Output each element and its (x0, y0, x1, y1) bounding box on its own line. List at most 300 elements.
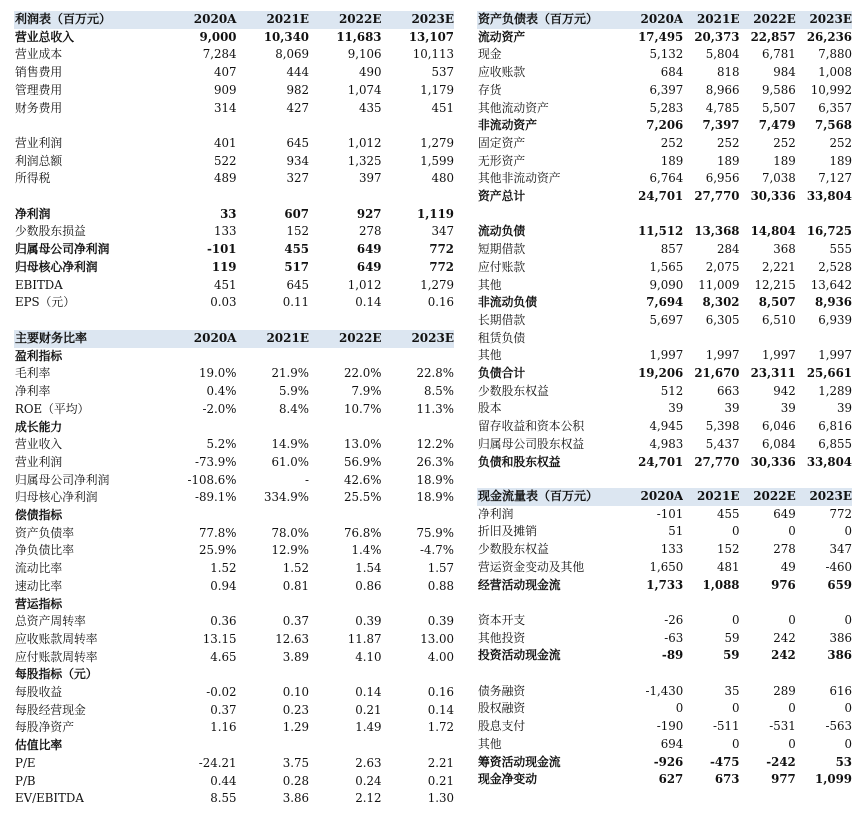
row-label: 每股净资产 (15, 720, 74, 735)
value-cell (627, 594, 683, 612)
value-cell: 0.11 (282, 295, 309, 310)
value-cell: 5,697 (649, 312, 684, 327)
value-cell: 0.37 (210, 702, 237, 717)
value-cell: -563 (825, 719, 852, 734)
row-label: 少数股东权益 (478, 383, 549, 398)
value-cell: 0.10 (282, 685, 309, 700)
value-cell: 537 (431, 65, 454, 80)
table-row (477, 330, 852, 348)
value-cell: 1.49 (355, 720, 382, 735)
value-cell (382, 507, 455, 525)
year-header: 2022E (740, 11, 796, 29)
value-cell: 512 (660, 383, 684, 398)
value-cell: 1,279 (420, 135, 454, 150)
value-cell: 451 (431, 100, 454, 115)
value-cell (309, 737, 382, 755)
value-cell: 2,075 (705, 259, 740, 274)
value-cell (683, 330, 739, 348)
value-cell: 0.23 (282, 702, 309, 717)
value-cell: 1.4% (351, 543, 382, 558)
value-cell: 347 (431, 224, 454, 239)
row-label: 股本 (478, 401, 502, 416)
row-label: P/B (15, 773, 36, 788)
row-label: 净利率 (15, 384, 51, 399)
value-cell: 252 (773, 135, 796, 150)
table-row (14, 365, 454, 383)
value-cell: 427 (286, 100, 309, 115)
value-cell (796, 206, 852, 224)
row-label: 归母核心净利润 (15, 490, 98, 505)
value-cell: 7,284 (202, 47, 237, 62)
row-label: EV/EBITDA (15, 791, 84, 806)
row-label: 其他 (478, 348, 502, 363)
value-cell: 8.5% (424, 384, 454, 399)
value-cell: 24,701 (638, 454, 684, 469)
value-cell: 17,495 (638, 29, 684, 44)
table-row (477, 153, 852, 171)
value-cell: 13.00 (420, 631, 454, 646)
value-cell: 78.0% (271, 525, 309, 540)
row-label: 股息支付 (478, 719, 526, 734)
value-cell: 982 (286, 82, 309, 97)
table-row (14, 383, 454, 401)
value-cell: -2.0% (202, 401, 237, 416)
income-statement-table (14, 11, 454, 312)
row-label: 留存收益和资本公积 (478, 419, 585, 434)
row-label: ROE（平均） (15, 401, 90, 416)
year-header: 2020A (164, 11, 237, 29)
value-cell: -73.9% (195, 454, 237, 469)
balance-sheet-table (477, 11, 852, 471)
year-header: 2023E (382, 330, 455, 348)
year-header: 2021E (237, 330, 310, 348)
table-row (477, 241, 852, 259)
value-cell: 0 (731, 736, 740, 751)
value-cell: 6,939 (818, 312, 852, 327)
value-cell: 152 (716, 542, 740, 557)
value-cell: 0.39 (355, 614, 382, 629)
row-label: 固定资产 (478, 135, 526, 150)
value-cell: 189 (829, 153, 852, 168)
value-cell: 14.9% (271, 437, 309, 452)
value-cell: 444 (286, 65, 309, 80)
value-cell: 407 (213, 65, 237, 80)
table-row (14, 773, 454, 791)
value-cell: 11,683 (336, 29, 382, 44)
value-cell: 1,012 (347, 277, 382, 292)
value-cell: 12.9% (271, 543, 309, 558)
value-cell: 0.14 (427, 702, 454, 717)
row-label: 其他 (478, 277, 502, 292)
value-cell: 23,311 (750, 366, 796, 381)
value-cell: 1.52 (282, 561, 309, 576)
table-row (477, 541, 852, 559)
value-cell: 7,479 (758, 118, 796, 133)
value-cell: 386 (829, 630, 852, 645)
value-cell: 3.86 (282, 791, 309, 806)
table-row (14, 560, 454, 578)
table-row (477, 736, 852, 754)
table-row (477, 754, 852, 772)
value-cell: 51 (668, 524, 684, 539)
value-cell: 20,373 (694, 29, 740, 44)
value-cell: 0.37 (282, 614, 309, 629)
value-cell: 0.88 (427, 578, 454, 593)
value-cell: 75.9% (416, 525, 454, 540)
table-row (14, 82, 454, 100)
value-cell: 0 (675, 701, 684, 716)
value-cell (796, 665, 852, 683)
value-cell: 33 (220, 206, 237, 221)
value-cell: 480 (431, 171, 454, 186)
table-row (477, 64, 852, 82)
table-row (14, 188, 454, 206)
balance-sheet-panel (477, 11, 852, 471)
value-cell: -511 (712, 719, 740, 734)
value-cell: 6,781 (761, 47, 796, 62)
row-label: 速动比率 (15, 578, 63, 593)
value-cell: 0.94 (210, 578, 237, 593)
value-cell: 289 (773, 683, 796, 698)
year-header: 2021E (683, 11, 739, 29)
value-cell: 1,074 (347, 82, 382, 97)
value-cell: 1,119 (417, 206, 454, 221)
value-cell: 10,340 (263, 29, 309, 44)
value-cell: 1,099 (815, 772, 852, 787)
table-row (477, 100, 852, 118)
table-row (14, 46, 454, 64)
table-row (14, 737, 454, 755)
value-cell: 435 (358, 100, 382, 115)
table-row (477, 170, 852, 188)
value-cell: 2.12 (355, 791, 382, 806)
value-cell: 6,764 (649, 171, 684, 186)
table-row (477, 665, 852, 683)
value-cell: 977 (771, 772, 796, 787)
value-cell (683, 665, 739, 683)
value-cell: -1,430 (645, 683, 684, 698)
value-cell: 1.52 (210, 561, 237, 576)
value-cell: 0.36 (210, 614, 237, 629)
value-cell: 12.63 (275, 631, 309, 646)
value-cell: 24,701 (638, 189, 684, 204)
value-cell: 1,565 (649, 259, 684, 274)
table-row (14, 472, 454, 490)
value-cell: 1,599 (420, 153, 454, 168)
value-cell: 481 (716, 559, 740, 574)
row-label: 少数股东损益 (15, 224, 86, 239)
table-row (14, 259, 454, 277)
value-cell (683, 594, 739, 612)
row-label: 流动比率 (15, 561, 63, 576)
value-cell: 0.28 (282, 773, 309, 788)
value-cell: 0 (788, 524, 796, 539)
value-cell: 1,997 (818, 348, 852, 363)
value-cell: 77.8% (199, 525, 237, 540)
row-label: 净利润 (15, 206, 51, 221)
row-label: 估值比率 (15, 738, 63, 753)
table-row (14, 666, 454, 684)
value-cell: -926 (653, 754, 684, 769)
value-cell (382, 596, 455, 614)
year-header: 2022E (309, 11, 382, 29)
value-cell (164, 507, 237, 525)
value-cell: 16,725 (806, 224, 852, 239)
table-row (477, 365, 852, 383)
value-cell: 0.86 (355, 578, 382, 593)
year-header: 2020A (627, 488, 683, 506)
value-cell: 0 (788, 701, 796, 716)
table-row (14, 206, 454, 224)
value-cell: 0 (788, 612, 796, 627)
value-cell: 7,397 (702, 118, 740, 133)
table-row (14, 542, 454, 560)
value-cell: 13.15 (202, 631, 237, 646)
value-cell: 21,670 (694, 366, 740, 381)
table-row (477, 188, 852, 206)
value-cell: 649 (356, 259, 382, 274)
table-row (477, 223, 852, 241)
value-cell: 772 (829, 506, 852, 521)
value-cell: 0.16 (427, 685, 454, 700)
row-label: EPS（元） (15, 295, 76, 310)
value-cell: 1,650 (649, 559, 684, 574)
row-label: 盈利指标 (15, 348, 63, 363)
year-header: 2020A (164, 330, 237, 348)
value-cell: 1.72 (427, 720, 454, 735)
row-label: 每股收益 (15, 685, 63, 700)
value-cell: 278 (358, 224, 382, 239)
table-row (14, 170, 454, 188)
value-cell: 7.9% (351, 384, 382, 399)
row-label: 管理费用 (15, 82, 63, 97)
value-cell: 10,992 (810, 82, 852, 97)
row-label: 其他投资 (478, 630, 526, 645)
value-cell: 649 (356, 242, 382, 257)
table-title: 利润表（百万元） (14, 11, 164, 29)
value-cell: 8,966 (705, 82, 740, 97)
value-cell: 517 (284, 259, 309, 274)
value-cell: 25.9% (199, 543, 237, 558)
row-label: 资产负债率 (15, 525, 74, 540)
income-statement-panel (14, 11, 454, 312)
value-cell: 489 (213, 171, 237, 186)
table-row (14, 117, 454, 135)
value-cell: 9,586 (761, 82, 796, 97)
value-cell: 0.21 (427, 773, 454, 788)
row-label: 现金 (478, 47, 502, 62)
value-cell: 1.54 (355, 561, 382, 576)
value-cell: 2,221 (761, 259, 796, 274)
value-cell: 1.29 (282, 720, 309, 735)
row-label: 营运资金变动及其他 (478, 559, 585, 574)
value-cell (237, 117, 310, 135)
table-row (14, 294, 454, 312)
table-row (14, 790, 454, 808)
value-cell: 0.14 (355, 685, 382, 700)
value-cell: 12,215 (754, 277, 796, 292)
value-cell: 327 (286, 171, 309, 186)
value-cell: 12.2% (416, 437, 454, 452)
row-label: P/E (15, 755, 36, 770)
value-cell: 818 (716, 65, 740, 80)
table-row (14, 277, 454, 295)
value-cell: 314 (213, 100, 237, 115)
table-row (477, 259, 852, 277)
value-cell: 33,804 (806, 454, 852, 469)
value-cell: 61.0% (271, 454, 309, 469)
value-cell: 649 (773, 506, 796, 521)
value-cell: 976 (771, 577, 796, 592)
financial-ratios-panel (14, 330, 454, 808)
table-row (477, 82, 852, 100)
value-cell: 4,945 (649, 419, 684, 434)
value-cell: -108.6% (187, 472, 237, 487)
row-label: 其他 (478, 736, 502, 751)
value-cell (382, 666, 455, 684)
value-cell: -63 (664, 630, 684, 645)
row-label: 非流动负债 (478, 295, 537, 310)
year-header: 2020A (627, 11, 683, 29)
value-cell: 1,997 (761, 348, 796, 363)
value-cell: 0 (844, 612, 852, 627)
value-cell (309, 507, 382, 525)
value-cell: 7,880 (818, 47, 852, 62)
value-cell: 3.89 (282, 649, 309, 664)
row-label: 净负债比率 (15, 543, 74, 558)
row-label: 营业利润 (15, 454, 63, 469)
row-label: 归母核心净利润 (15, 259, 98, 274)
row-label: 负债合计 (478, 366, 526, 381)
row-label: 归属母公司净利润 (15, 242, 110, 257)
table-row (477, 612, 852, 630)
table-row (14, 454, 454, 472)
value-cell: 451 (213, 277, 237, 292)
value-cell: 927 (356, 206, 382, 221)
value-cell: 5,507 (761, 100, 796, 115)
value-cell (237, 419, 310, 437)
table-row (14, 100, 454, 118)
value-cell: 522 (213, 153, 237, 168)
value-cell: - (305, 472, 309, 487)
value-cell: 189 (773, 153, 796, 168)
value-cell: -89 (661, 648, 684, 663)
row-label: 每股经营现金 (15, 702, 86, 717)
value-cell: 1,325 (347, 153, 382, 168)
row-label: EBITDA (15, 277, 63, 292)
value-cell: 3.75 (282, 755, 309, 770)
row-label: 销售费用 (15, 65, 63, 80)
row-label: 所得税 (15, 171, 51, 186)
row-label: 资本开支 (478, 612, 526, 627)
value-cell: 0.03 (210, 295, 237, 310)
value-cell: 252 (660, 135, 684, 150)
value-cell: 9,106 (347, 47, 382, 62)
value-cell: 0 (788, 736, 796, 751)
value-cell: 659 (827, 577, 852, 592)
value-cell: 9,000 (199, 29, 237, 44)
value-cell: -475 (709, 754, 740, 769)
year-header: 2021E (237, 11, 310, 29)
value-cell: 42.6% (344, 472, 382, 487)
row-label: 应收账款周转率 (15, 631, 98, 646)
value-cell (740, 594, 796, 612)
table-row (477, 277, 852, 295)
row-label: 营业收入 (15, 437, 63, 452)
value-cell: 1.16 (210, 720, 237, 735)
value-cell: 4,983 (649, 436, 684, 451)
table-row (14, 631, 454, 649)
row-label: 少数股东权益 (478, 542, 549, 557)
value-cell: 189 (660, 153, 684, 168)
value-cell: 645 (286, 277, 309, 292)
table-row (477, 647, 852, 665)
value-cell: 663 (716, 383, 740, 398)
table-row (14, 29, 454, 47)
value-cell: 53 (835, 754, 852, 769)
table-row (477, 312, 852, 330)
value-cell: 673 (714, 772, 740, 787)
value-cell: 5,132 (649, 47, 684, 62)
value-cell: 984 (773, 65, 796, 80)
value-cell: -24.21 (198, 755, 237, 770)
value-cell: 13,107 (408, 29, 454, 44)
table-row (477, 506, 852, 524)
row-label (14, 117, 164, 135)
table-row (477, 771, 852, 789)
value-cell: 607 (284, 206, 309, 221)
value-cell: 1.30 (427, 791, 454, 806)
value-cell: 133 (660, 542, 684, 557)
value-cell: 6,397 (649, 82, 684, 97)
table-title: 资产负债表（百万元） (477, 11, 627, 29)
table-row (477, 400, 852, 418)
value-cell: 10.7% (344, 401, 382, 416)
value-cell: 11,512 (638, 224, 684, 239)
value-cell: 2.63 (355, 755, 382, 770)
row-label: 归属母公司净利润 (15, 472, 110, 487)
value-cell: 4.65 (210, 649, 237, 664)
value-cell (627, 206, 683, 224)
row-label: 偿债指标 (15, 508, 63, 523)
value-cell: 397 (358, 171, 382, 186)
value-cell (382, 117, 455, 135)
value-cell: 252 (829, 135, 852, 150)
value-cell: 22.8% (416, 366, 454, 381)
value-cell: 5.9% (279, 384, 309, 399)
value-cell: 18.9% (416, 472, 454, 487)
row-label: 利润总额 (15, 153, 63, 168)
value-cell (237, 188, 310, 206)
value-cell: 8,507 (758, 295, 796, 310)
table-row (14, 684, 454, 702)
financial-ratios-table (14, 330, 454, 808)
value-cell: 616 (829, 683, 852, 698)
value-cell: 6,305 (705, 312, 740, 327)
value-cell (237, 507, 310, 525)
value-cell: -531 (769, 719, 796, 734)
value-cell: 11.87 (347, 631, 382, 646)
row-label: 筹资活动现金流 (478, 754, 561, 769)
value-cell: 1,279 (420, 277, 454, 292)
value-cell: 39 (780, 401, 796, 416)
value-cell: 4.10 (355, 649, 382, 664)
value-cell: 39 (668, 401, 684, 416)
row-label: 投资活动现金流 (478, 648, 561, 663)
row-label: 短期借款 (478, 242, 526, 257)
value-cell: 368 (773, 242, 796, 257)
value-cell: 5.2% (206, 437, 237, 452)
